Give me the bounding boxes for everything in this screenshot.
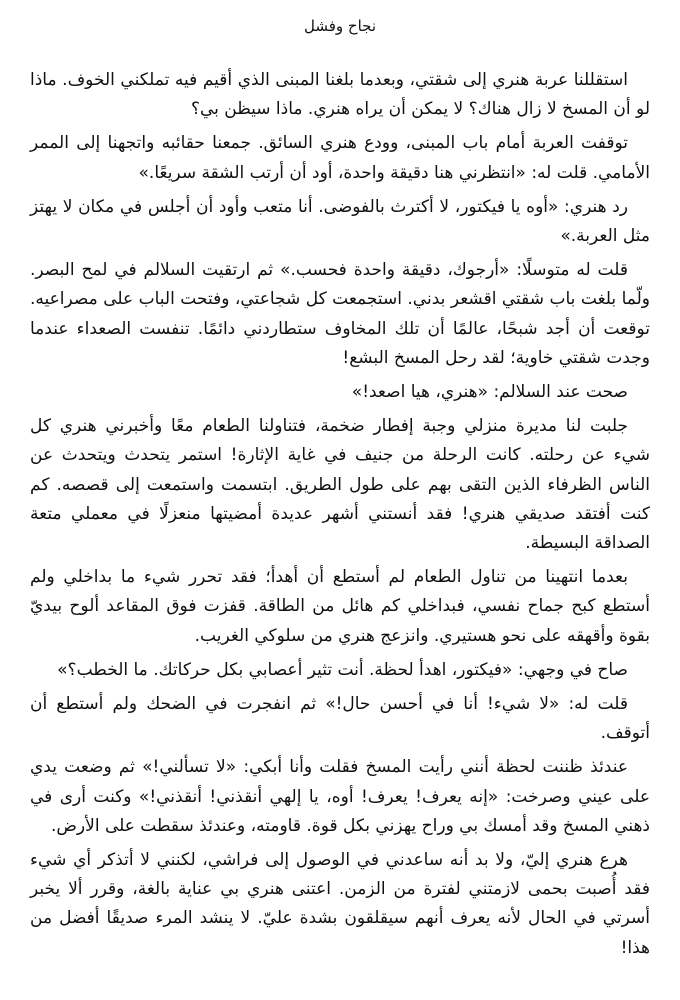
paragraph: قلت له متوسلًا: «أرجوك، دقيقة واحدة فحسب.» ثم ارتقيت السلالم في لمح البصر. ولّما بلغت باب شقتي اقشعر بدني. استجمعت كل شجاعتي، وفتحت الباب على مصراعيه. توقعت أن أجد شبحًا، عالمًا أن تلك المخاوف ستطاردني دائمًا. تنفست الصعداء عندما وجدت شقتي خاوية؛ لقد رحل المسخ البشع! [30, 260, 650, 368]
page-title: نجاح وفشل [303, 17, 377, 35]
paragraph: قلت له: «لا شيء! أنا في أحسن حال!» ثم انفجرت في الضحك ولم أستطع أن أتوقف. [30, 694, 650, 744]
paragraph: هرع هنري إليّ، ولا بد أنه ساعدني في الوصول إلى فراشي، لكنني لا أتذكر أي شيء فقد أُصبت بحمى لازمتني لفترة من الزمن. اعتنى هنري بي عناية بالغة، وقرر ألا يخبر أسرتي في الحال لأنه يعرف أنهم سيقلقون بشدة عليّ. لا ينشد المرء صديقًا أفضل من هذا! [30, 850, 650, 958]
paragraph: استقللنا عربة هنري إلى شقتي، وبعدما بلغنا المبنى الذي أقيم فيه تملكني الخوف. ماذا لو أن المسخ لا زال هناك؟ لا يمكن أن يراه هنري. ماذا سيظن بي؟ [30, 70, 650, 120]
paragraph: توقفت العربة أمام باب المبنى، وودع هنري السائق. جمعنا حقائبه واتجهنا إلى الممر الأمامي. قلت له: «انتظرني هنا دقيقة واحدة، أود أن أرتب الشقة سريعًا.» [30, 133, 650, 183]
paragraph: رد هنري: «أوه يا فيكتور، لا أكترث بالفوضى. أنا متعب وأود أن أجلس في مكان لا يهتز مثل العربة.» [30, 196, 650, 247]
paragraph: بعدما انتهينا من تناول الطعام لم أستطع أن أهدأ؛ فقد تحرر شيء ما بداخلي ولم أستطع كبح جماح نفسي، فبداخلي كم هائل من الطاقة. قفزت فوق المقاعد ألوح بيديّ بقوة وأقهقه على نحو هستيري. وانزعج هنري من سلوكي الغريب. [30, 567, 650, 646]
paragraph: صاح في وجهي: «فيكتور، اهدأ لحظة. أنت تثير أعصابي بكل حركاتك. ما الخطب؟» [57, 659, 628, 680]
paragraph: جلبت لنا مديرة منزلي وجبة إفطار ضخمة، فتناولنا الطعام معًا وأخبرني هنري كل شيء عن رحلته. كانت الرحلة من جنيف في غاية الإثارة! استمر يتحدث ويتحدث عن الناس الظرفاء الذين التقى بهم على طول الطريق. ابتسمت واستمعت إلى قصصه. كم كنت أفتقد صديقي هنري! فقد أنستني أشهر عديدة أمضيتها منعزلًا في معملي متعة الصداقة البسيطة. [30, 416, 650, 554]
paragraph: صحت عند السلالم: «هنري، هيا اصعد!» [351, 382, 628, 403]
paragraph: عندئذ ظننت لحظة أنني رأيت المسخ فقلت وأنا أبكي: «لا تسألني!» ثم وضعت يدي على عيني وصرخت: «إنه يعرف! يعرف! أوه، يا إلهي أنقذني! أنقذني!» وكنت أرى في ذهني المسخ وقد أمسك بي وراح يهزني بكل قوة. قاومته، وعندئذ سقطت على الأرض. [30, 757, 650, 836]
